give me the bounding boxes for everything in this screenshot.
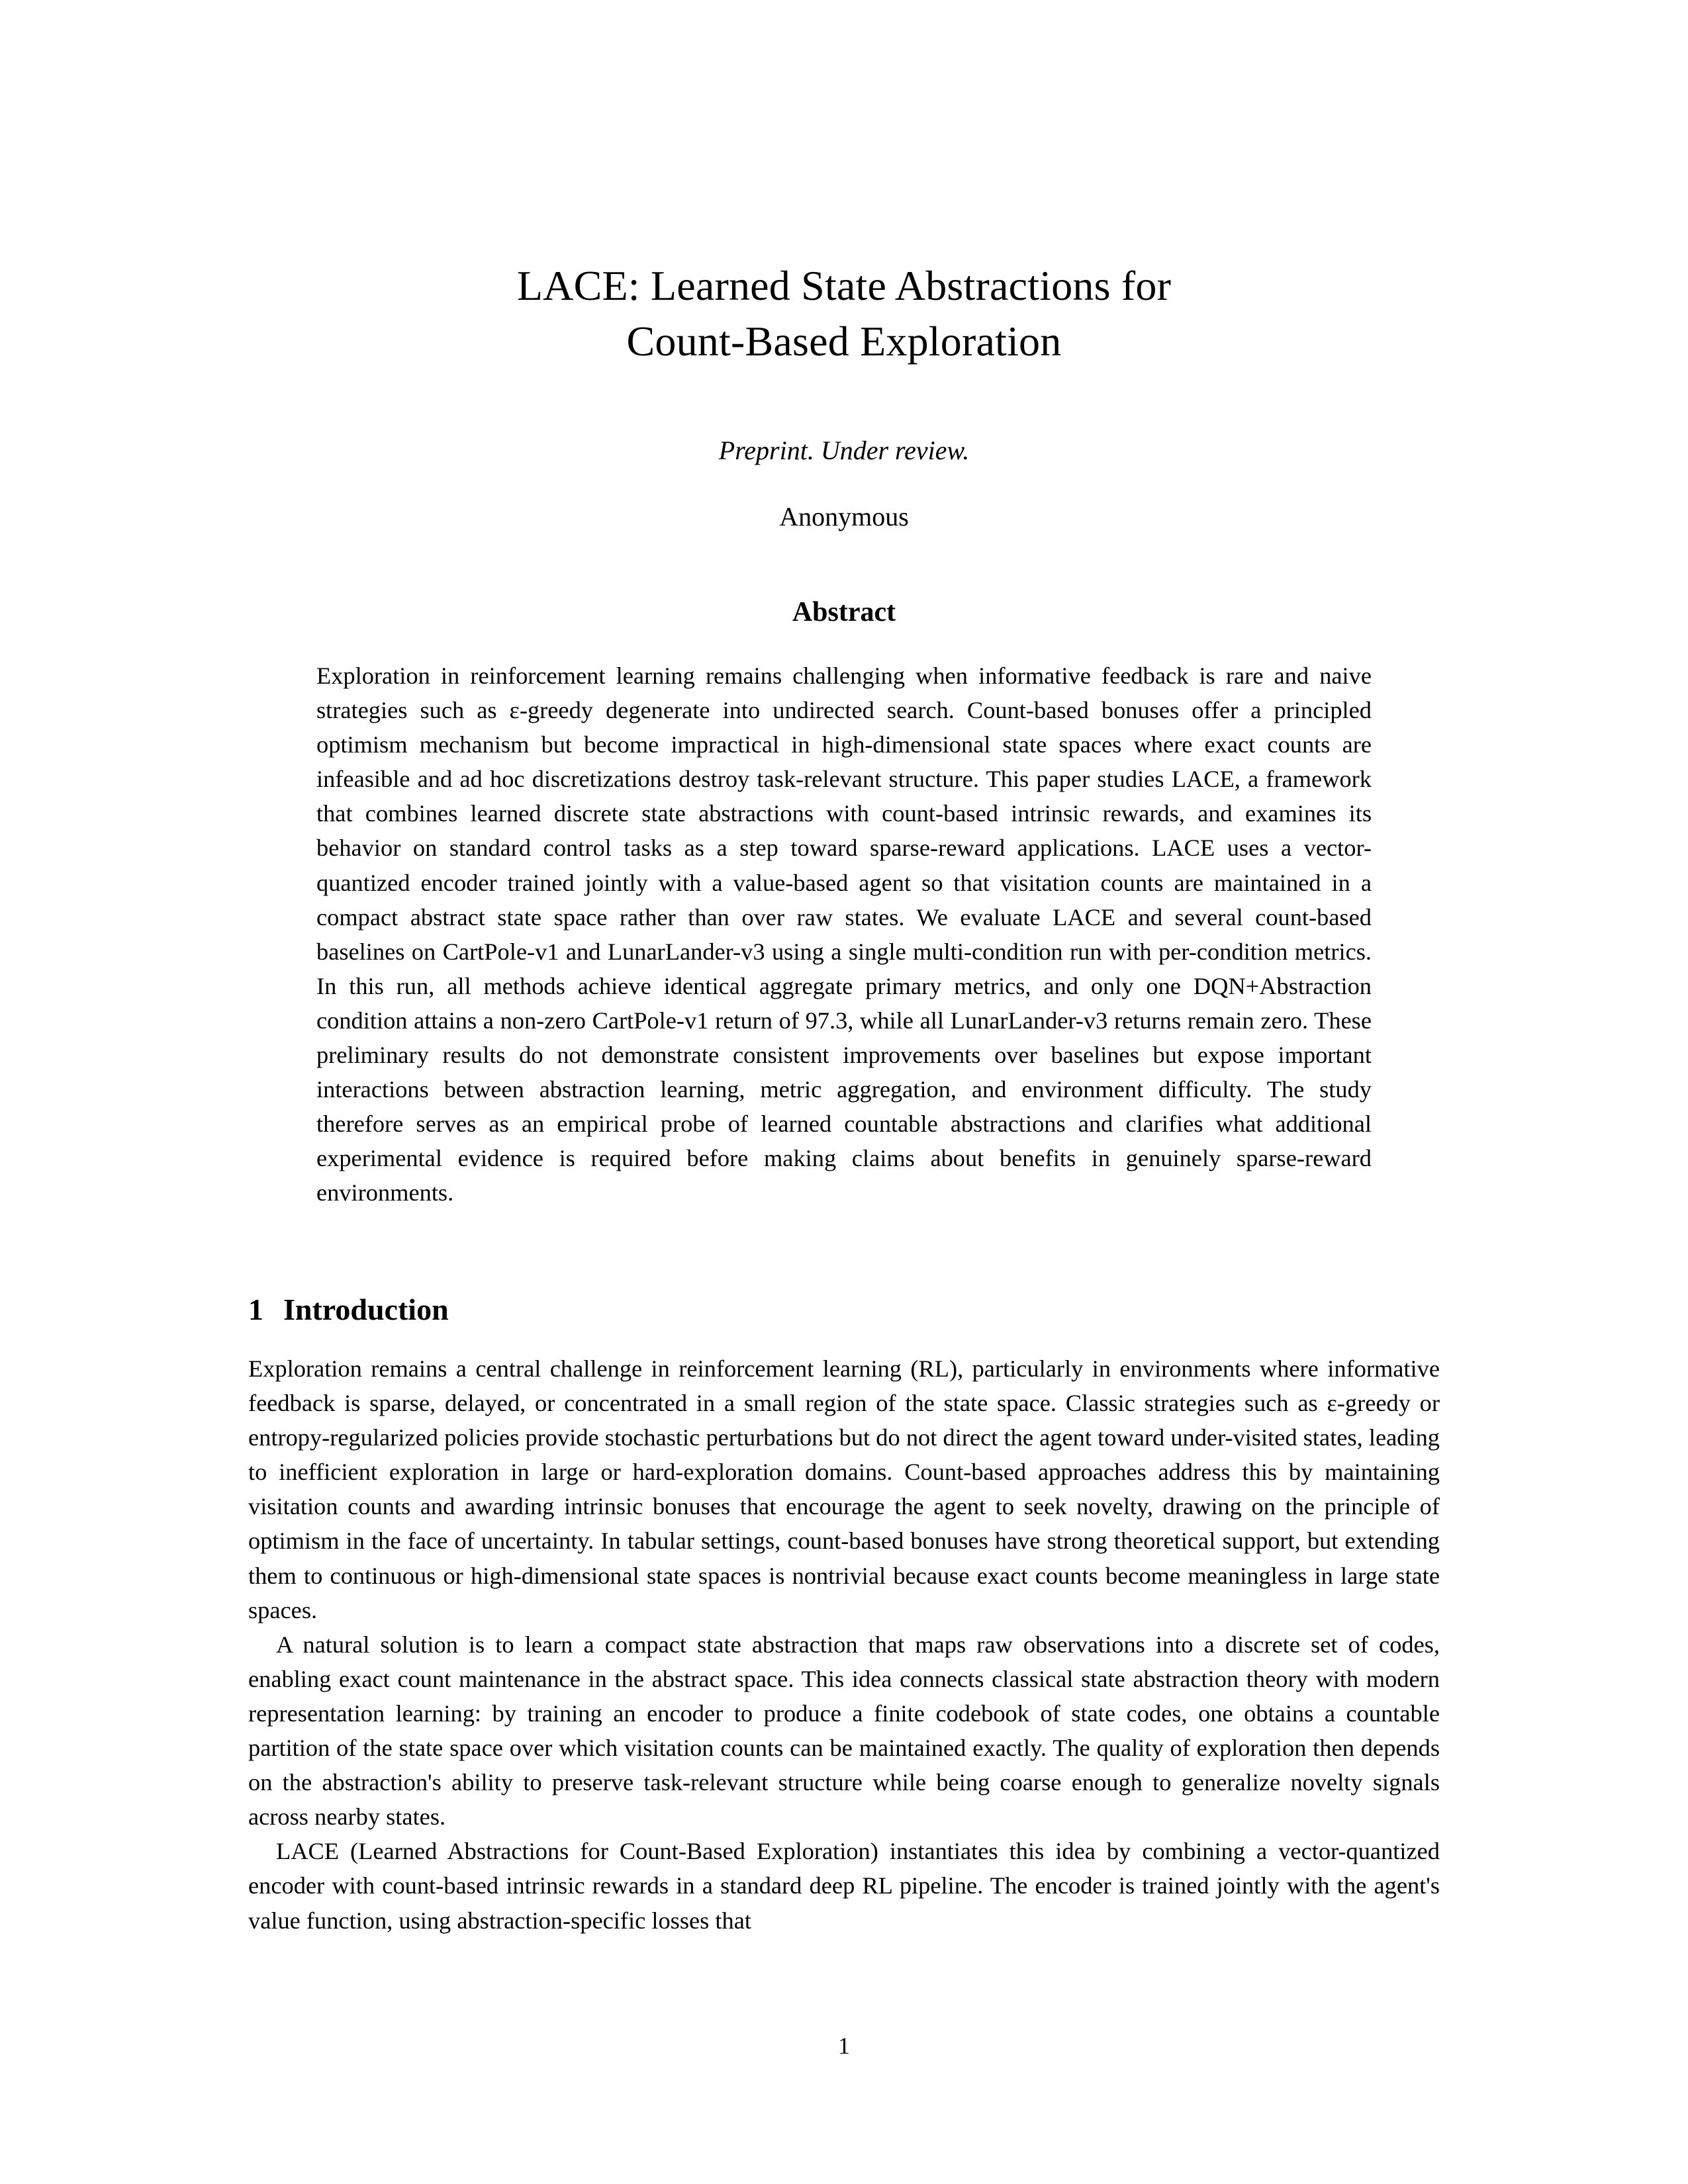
paragraph: A natural solution is to learn a compact state abstraction that maps raw observations into a discrete set of codes, enabling exact count maintenance in the abstract space. This idea connects classical state abstraction theory with modern representation learning: by training an encoder to produce a finite codebook of state codes, one obtains a countable partition of the state space over which visitation counts can be maintained exactly. The quality of exploration then depends on the abstraction's ability to preserve task-relevant structure while being coarse enough to generalize novelty signals across nearby states.: [248, 1631, 1440, 1831]
section-number: 1: [248, 1293, 263, 1326]
page-number: 1: [838, 2032, 850, 2059]
section-heading-introduction: [248, 1291, 1440, 1329]
paragraph: LACE (Learned Abstractions for Count-Based Exploration) instantiates this idea by combining a vector-quantized encoder with count-based intrinsic rewards in a standard deep RL pipeline. The encoder is trained jointly with the agent's value function, using abstraction-specific losses that: [248, 1838, 1440, 1934]
page-title: [248, 258, 1440, 369]
title-line-2: Count-Based Exploration: [626, 318, 1062, 365]
preprint-status-note: Preprint. Under review.: [718, 435, 970, 465]
title-line-1: LACE: Learned State Abstractions for: [516, 262, 1172, 309]
abstract-heading: Abstract: [792, 597, 896, 627]
introduction-body: [248, 1351, 1440, 1938]
abstract-text: Exploration in reinforcement learning remains challenging when informative feedback is rare and naive strategies such as ε-greedy degenerate into undirected search. Count-based bonuses offer a principled optimism mechanism but become impractical in high-dimensional state spaces where exact counts are infeasible and ad hoc discretizations destroy task-relevant structure. This paper studies LACE, a framework that combines learned discrete state abstractions with count-based intrinsic rewards, and examines its behavior on standard control tasks as a step toward sparse-reward applications. LACE uses a vector-quantized encoder trained jointly with a value-based agent so that visitation counts are maintained in a compact abstract state space rather than over raw states. We evaluate LACE and several count-based baselines on CartPole-v1 and LunarLander-v3 using a single multi-condition run with per-condition metrics. In this run, all methods achieve identical aggregate primary metrics, and only one DQN+Abstraction condition attains a non-zero CartPole-v1 return of 97.3, while all LunarLander-v3 returns remain zero. These preliminary results do not demonstrate consistent improvements over baselines but expose important interactions between abstraction learning, metric aggregation, and environment difficulty. The study therefore serves as an empirical probe of learned countable abstractions and clarifies what additional experimental evidence is required before making claims about benefits in genuinely sparse-reward environments.: [316, 662, 1372, 1206]
section-title: Introduction: [283, 1293, 449, 1326]
paper-title-block: [248, 258, 1440, 369]
author-name: Anonymous: [779, 502, 909, 531]
paragraph: Exploration remains a central challenge in reinforcement learning (RL), particularly in environments where informative feedback is sparse, delayed, or concentrated in a small region of the state space. Classic strategies such as ε-greedy or entropy-regularized policies provide stochastic perturbations but do not direct the agent toward under-visited states, leading to inefficient exploration in large or hard-exploration domains. Count-based approaches address this by maintaining visitation counts and awarding intrinsic bonuses that encourage the agent to seek novelty, drawing on the principle of optimism in the face of uncertainty. In tabular settings, count-based bonuses have strong theoretical support, but extending them to continuous or high-dimensional state spaces is nontrivial because exact counts become meaningless in large state spaces.: [248, 1355, 1440, 1623]
